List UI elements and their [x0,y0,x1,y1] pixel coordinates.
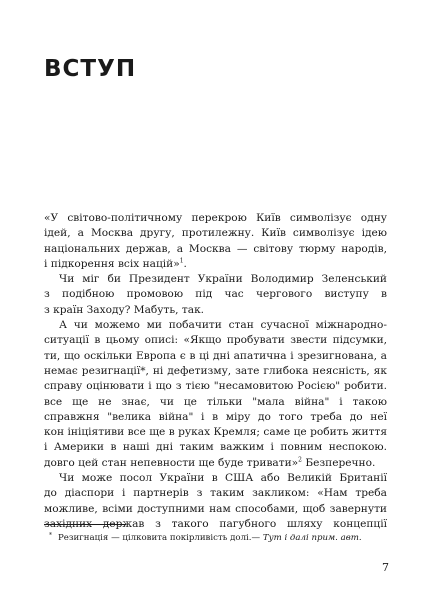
endnote-reference: 2 [298,456,302,464]
text-line [44,456,387,471]
text-line: Чи міг би Президент України Володимир Зеленський [59,273,387,286]
text-line: національних держав, а Москва — світову тюрму народів, [44,242,387,255]
endnote-reference: 1 [179,257,184,265]
text-line: ідей, а Москва другу, протилежну. Київ символізує ідею [44,227,387,240]
text-line: до діаспори і партнерів з таким закликом: «Нам треба [44,487,387,500]
text-line: А чи можемо ми побачити стан сучасної міжнародно- [59,319,387,332]
text-line: справжня "велика війна" і в міру до того треба до неї [44,410,387,423]
footnote-divider [44,524,126,525]
text-line: «У світово-політичному перекрою Київ символізує одну [44,212,387,224]
text-line: справу оцінювати і що з тією "несамовитою Росією" робити. [44,380,387,393]
text-line: все ще не знає, чи це тільки "мала війна" і такою [44,395,387,408]
text-line: західних держав з такого пагубного шляху концепції [44,517,387,530]
text-line: з країн Заходу? Мабуть, так. [44,303,205,316]
text-line: з подібною промовою під час чергового виступу в [44,288,387,301]
text-line: можливе, всіми доступними нам способами, щоб завернути [44,502,387,515]
footnote-marker: * [49,532,52,539]
text-fragment: і підкорення всіх націй» [44,257,180,270]
footnote-note: Тут і далі прим. авт. [262,533,362,543]
text-line: ситуації в цьому описі: «Якщо пробувати звести підсумки, [44,334,387,347]
paragraph [44,211,387,272]
page-number: 7 [382,561,389,574]
text-line: ти, що оскільки Европа є в ці дні апатична і зрезигнована, а [44,349,387,362]
text-line: немає резигнації*, ні дефетизму, зате глибока неясність, як [44,364,387,377]
text-fragment: Безперечно. [301,456,376,469]
text-line: кон ініціятиви все ще в руках Кремля; саме це робить життя [44,426,387,439]
text-line: і підкорення всіх націй»$^1$. [44,257,187,270]
footnote-text: Резигнація — цілковита покірливість долі.— [58,533,263,543]
paragraph [44,272,387,318]
text-line: і Америки в наші дні таким важким і повним неспокою. [44,441,387,454]
footnote [49,532,388,544]
text-line: Чи може посол України в США або Великій Британії [59,472,387,485]
body-text [44,211,387,532]
paragraph [44,318,387,471]
text-fragment: довго цей стан непевности ще буде тривати» [44,456,299,469]
chapter-title: ВСТУП [44,56,137,82]
